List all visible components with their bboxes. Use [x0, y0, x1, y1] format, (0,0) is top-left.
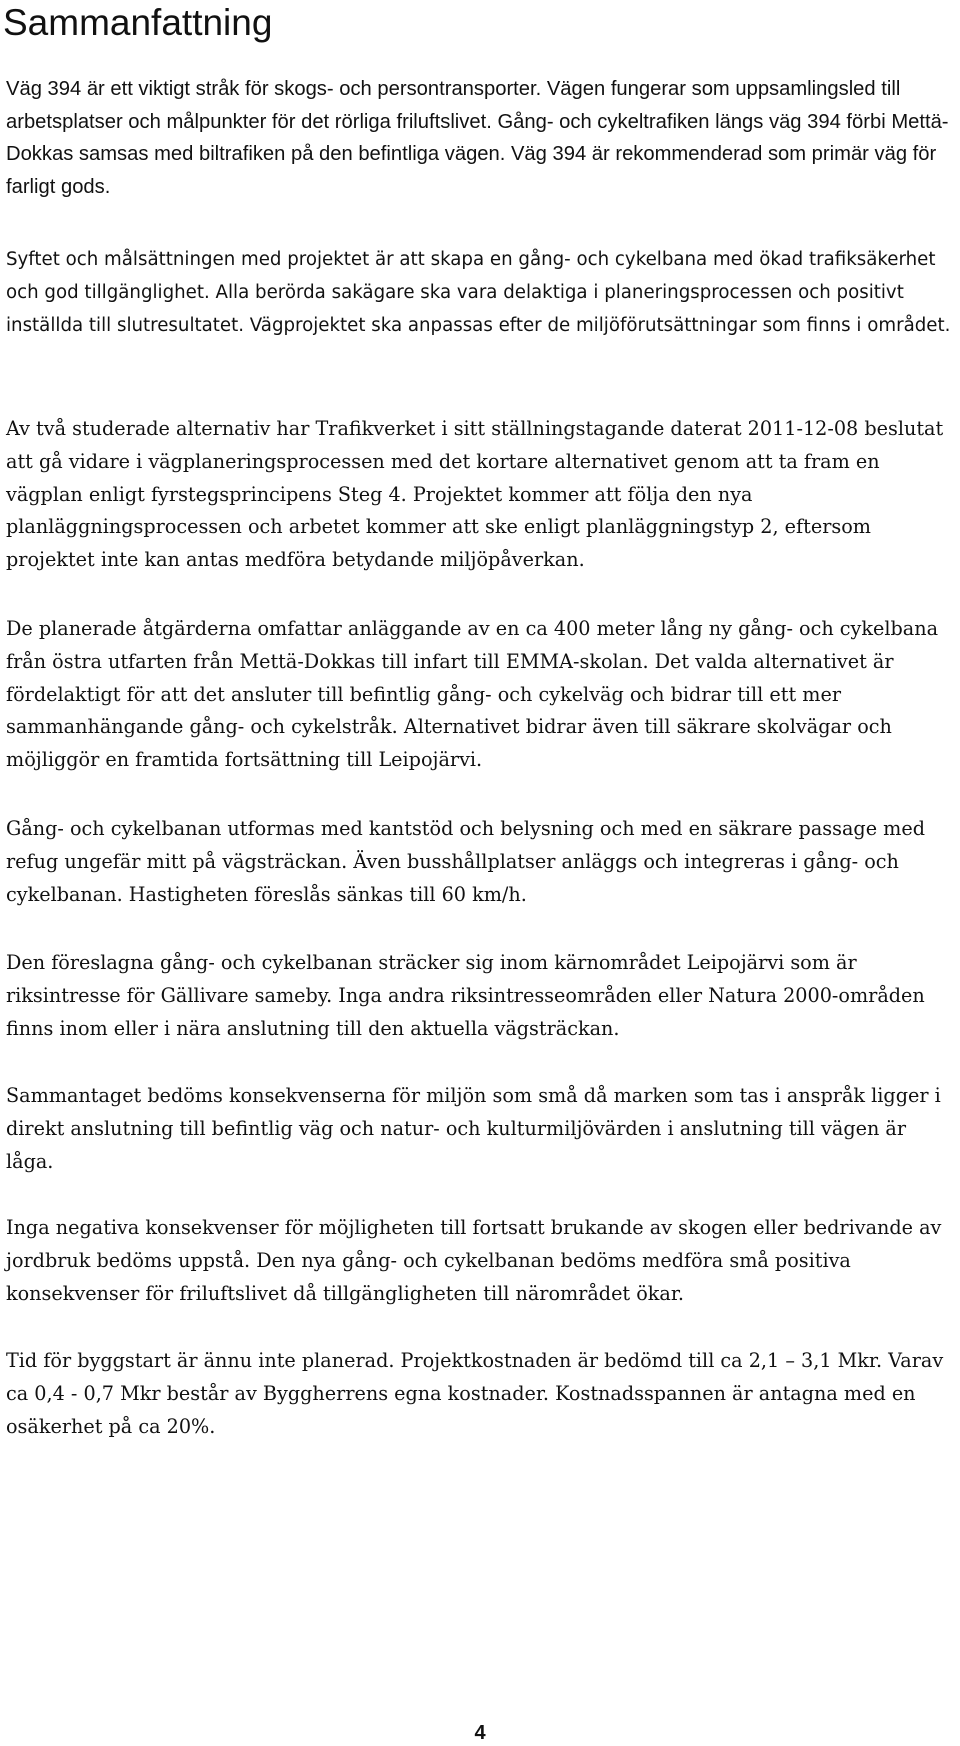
paragraph-cost: Tid för byggstart är ännu inte planerad. Projektkostnaden är bedömd till ca 2,1 – 3,1 Mkr. Varav ca 0,4 - 0,7 Mkr består av Byggherrens egna kostnader. Kostnadsspannen är antagna med en osäkerhet på ca 20%.	[6, 1349, 944, 1438]
paragraph-purpose: Syftet och målsättningen med projektet är att skapa en gång- och cykelbana med ökad trafiksäkerhet och god tillgänglighet. Alla berörda sakägare ska vara delaktiga i planeringsprocessen och positivt inställda till slutresultatet. Vägprojektet ska anpassas efter de miljöförutsättningar som finns i området.	[6, 249, 951, 336]
page-number: 4	[474, 1722, 486, 1744]
paragraph-national-interest: Den föreslagna gång- och cykelbanan sträcker sig inom kärnområdet Leipojärvi som är riksintresse för Gällivare sameby. Inga andra riksintresseområden eller Natura 2000-områden finns inom eller i nära anslutning till den aktuella vägsträckan.	[6, 951, 925, 1040]
paragraph-forestry: Inga negativa konsekvenser för möjligheten till fortsatt brukande av skogen eller bedrivande av jordbruk bedöms uppstå. Den nya gång- och cykelbanan bedöms medföra små positiva konsekvenser för friluftslivet då tillgängligheten till närområdet ökar.	[6, 1216, 942, 1305]
paragraph-design: Gång- och cykelbanan utformas med kantstöd och belysning och med en säkrare passage med refug ungefär mitt på vägsträckan. Även busshållplatser anläggs och integreras i gång- och cykelbanan. Hastigheten föreslås sänkas till 60 km/h.	[6, 817, 925, 906]
paragraph-alternatives: Av två studerade alternativ har Trafikverket i sitt ställningstagande daterat 2011-12-08 beslutat att gå vidare i vägplaneringsprocessen med det kortare alternativet genom att ta fram en vägplan enligt fyrstegsprincipens Steg 4. Projektet kommer att följa den nya planläggningsprocessen och arbetet kommer att ske enligt planläggningstyp 2, eftersom projektet inte kan antas medföra betydande miljöpåverkan.	[6, 417, 944, 572]
paragraph-environment: Sammantaget bedöms konsekvenserna för miljön som små då marken som tas i anspråk ligger i direkt anslutning till befintlig väg och natur- och kulturmiljövärden i anslutning till vägen är låga.	[6, 1084, 941, 1173]
page-title: Sammanfattning	[3, 2, 273, 43]
paragraph-intro: Väg 394 är ett viktigt stråk för skogs- och persontransporter. Vägen fungerar som uppsamlingsled till arbetsplatser och målpunkter för det rörliga friluftslivet. Gång- och cykeltrafiken längs väg 394 förbi Mettä-Dokkas samsas med biltrafiken på den befintliga vägen. Väg 394 är rekommenderad som primär väg för farligt gods.	[6, 78, 949, 198]
paragraph-measures: De planerade åtgärderna omfattar anläggande av en ca 400 meter lång ny gång- och cykelbana från östra utfarten från Mettä-Dokkas till infart till EMMA-skolan. Det valda alternativet är fördelaktigt för att det ansluter till befintlig gång- och cykelväg och bidrar till ett mer sammanhängande gång- och cykelstråk. Alternativet bidrar även till säkrare skolvägar och möjliggör en framtida fortsättning till Leipojärvi.	[6, 617, 939, 772]
